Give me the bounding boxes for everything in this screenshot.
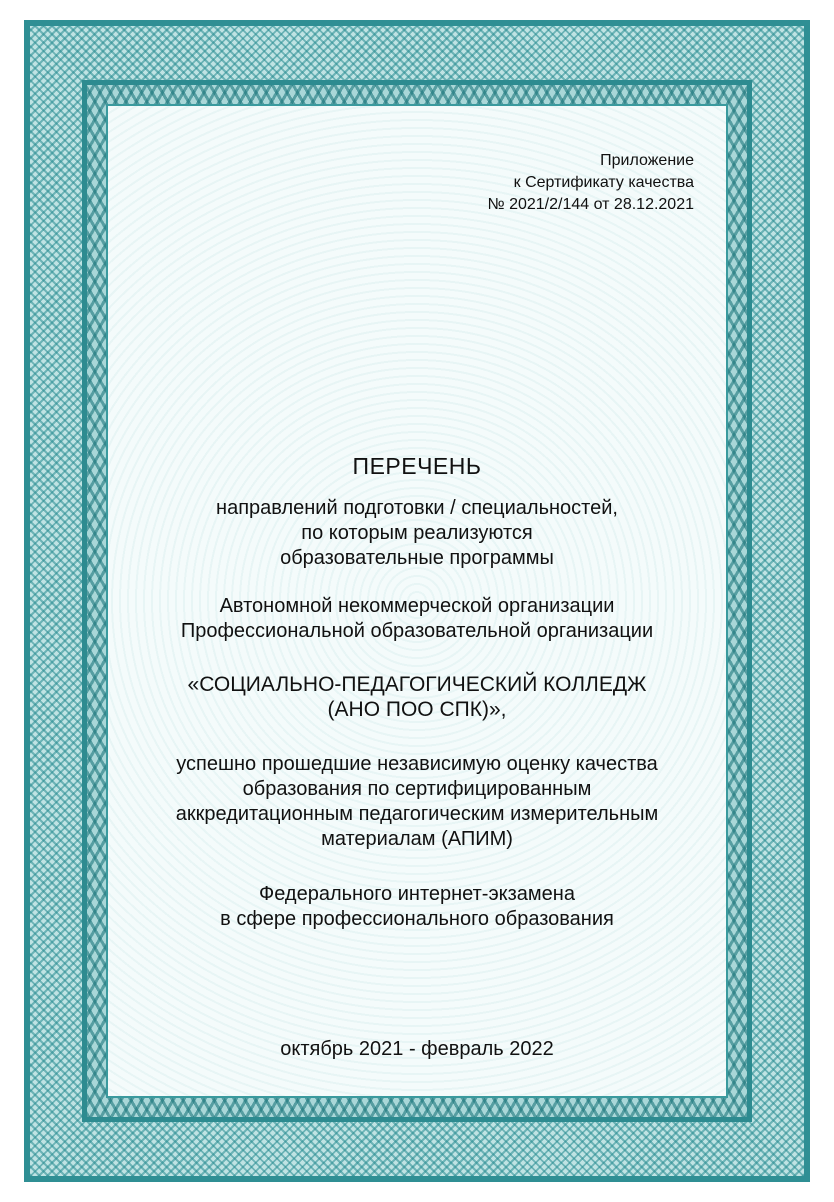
assessment-line: аккредитационным педагогическим измерительным bbox=[175, 803, 659, 825]
assessment-line: успешно прошедшие независимую оценку качества bbox=[176, 753, 658, 775]
appendix-line: к Сертификату качества bbox=[513, 174, 694, 191]
assessment-block bbox=[106, 752, 728, 852]
subtitle-line: направлений подготовки / специальностей, bbox=[216, 497, 618, 519]
document-title: ПЕРЕЧЕНЬ bbox=[352, 453, 482, 479]
exam-block bbox=[106, 882, 728, 932]
assessment-line: образования по сертифицированным bbox=[242, 778, 592, 800]
organization-line: Профессиональной образовательной организации bbox=[180, 620, 654, 642]
organization-block bbox=[106, 594, 728, 644]
appendix-header bbox=[487, 150, 694, 216]
college-name-block bbox=[106, 672, 728, 722]
subtitle-block bbox=[106, 496, 728, 571]
organization-line: Автономной некоммерческой организации bbox=[219, 595, 615, 617]
period-text: октябрь 2021 - февраль 2022 bbox=[280, 1038, 554, 1060]
exam-line: в сфере профессионального образования bbox=[220, 908, 614, 930]
college-name-line: (АНО ПОО СПК)», bbox=[327, 698, 507, 721]
appendix-number: № 2021/2/144 от 28.12.2021 bbox=[487, 196, 694, 213]
subtitle-line: по которым реализуются bbox=[301, 522, 533, 544]
appendix-line: Приложение bbox=[600, 152, 694, 169]
subtitle-line: образовательные программы bbox=[280, 547, 554, 569]
assessment-line: материалам (АПИМ) bbox=[321, 828, 513, 850]
exam-line: Федерального интернет-экзамена bbox=[259, 883, 575, 905]
college-name-line: «СОЦИАЛЬНО-ПЕДАГОГИЧЕСКИЙ КОЛЛЕДЖ bbox=[187, 673, 647, 696]
